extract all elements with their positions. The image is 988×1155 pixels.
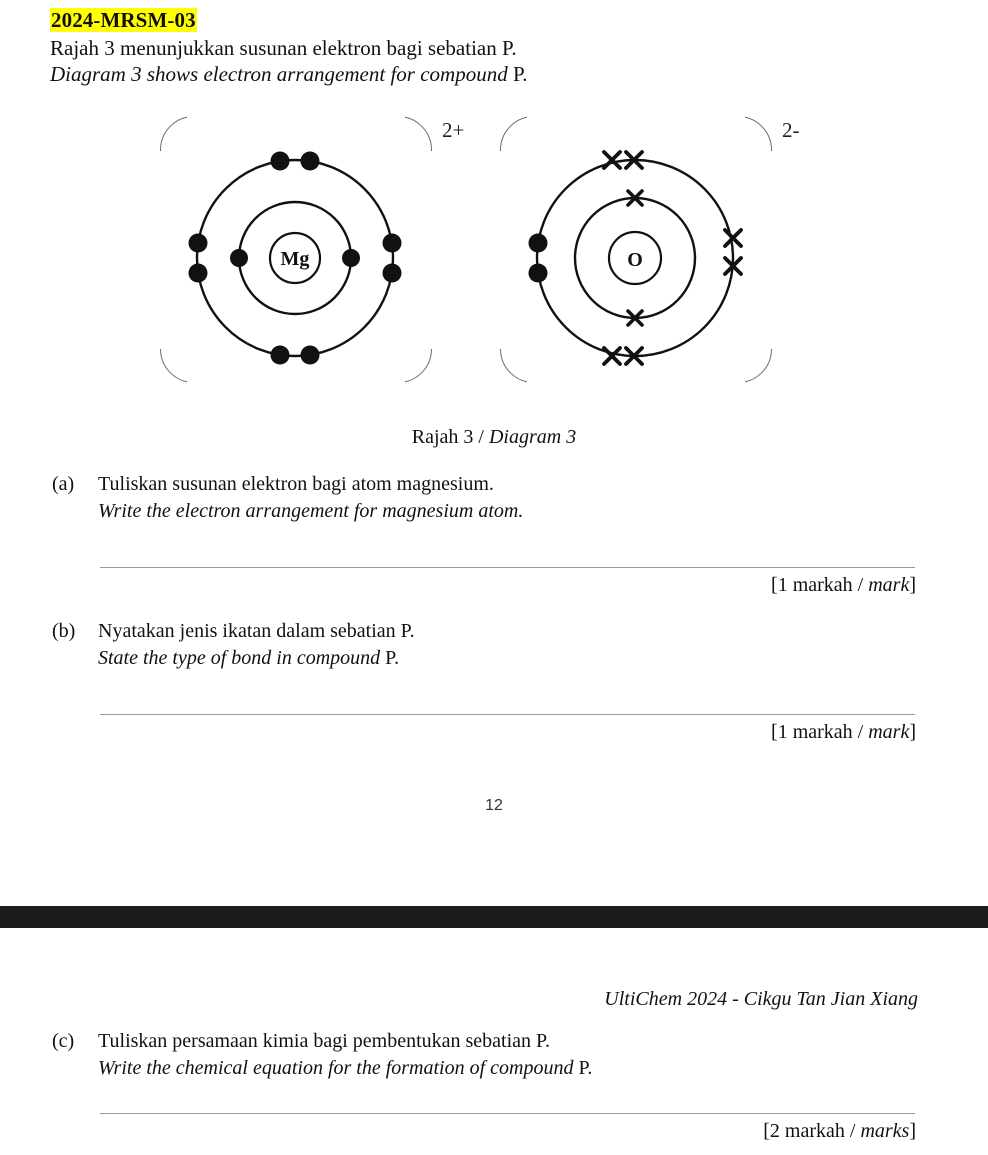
diagram-caption-malay: Rajah 3 / — [411, 426, 484, 448]
answer-line-a[interactable] — [100, 567, 915, 568]
shell-svg-magnesium — [160, 108, 430, 389]
answer-line-c[interactable] — [100, 1113, 915, 1114]
answer-line-b[interactable] — [100, 714, 915, 715]
marks-c — [763, 1120, 916, 1143]
marks-a-suffix: ] — [909, 574, 916, 596]
transferred-electron-2 — [529, 264, 548, 283]
question-b-malay: Nyatakan jenis ikatan dalam sebatian P. — [98, 620, 415, 642]
marks-a — [771, 574, 916, 597]
page-break-separator — [0, 906, 988, 928]
marks-b-italic: mark — [868, 721, 910, 743]
marks-a-prefix: [1 markah / — [771, 574, 864, 596]
marks-a-italic: mark — [868, 574, 910, 596]
nucleus-symbol-oxygen: O — [627, 249, 643, 271]
question-b-label: (b) — [52, 620, 76, 642]
ion-diagram-oxygen — [500, 108, 800, 388]
marks-b — [771, 721, 916, 744]
charge-label-oxygen: 2- — [782, 118, 800, 142]
question-b-english-compound: P. — [385, 647, 400, 669]
electron-arrangement-diagram — [0, 108, 988, 448]
marks-c-prefix: [2 markah / — [763, 1120, 856, 1142]
paper-code-text: 2024-MRSM-03 — [51, 8, 196, 32]
shell-svg-oxygen — [500, 108, 770, 389]
question-c-label: (c) — [52, 1030, 75, 1052]
marks-b-suffix: ] — [909, 721, 916, 743]
nucleus-symbol-magnesium: Mg — [280, 248, 310, 270]
question-c-english — [98, 1057, 592, 1080]
diagram-caption — [0, 426, 988, 449]
transferred-electron-1 — [529, 234, 548, 253]
intro-english-compound: P. — [512, 62, 528, 86]
footer-attribution: UltiChem 2024 - Cikgu Tan Jian Xiang — [604, 988, 918, 1010]
intro-malay-text: Rajah 3 menunjukkan susunan elektron bagi sebatian P. — [50, 36, 517, 60]
question-a-english: Write the electron arrangement for magnesium atom. — [98, 500, 524, 522]
intro-english — [50, 62, 528, 87]
question-a-label: (a) — [52, 473, 75, 495]
marks-b-prefix: [1 markah / — [771, 721, 864, 743]
question-c-english-compound: P. — [578, 1057, 593, 1079]
paper-code — [50, 8, 197, 33]
question-a-malay: Tuliskan susunan elektron bagi atom magnesium. — [98, 473, 494, 495]
marks-c-italic: marks — [860, 1120, 910, 1142]
ion-diagram-magnesium — [160, 108, 465, 388]
question-c-english-text: Write the chemical equation for the formation of compound — [98, 1057, 574, 1079]
page-number: 12 — [485, 797, 503, 814]
question-c-malay: Tuliskan persamaan kimia bagi pembentukan sebatian P. — [98, 1030, 550, 1052]
question-b-english — [98, 647, 399, 670]
diagram-caption-english: Diagram 3 — [488, 426, 577, 448]
marks-c-suffix: ] — [909, 1120, 916, 1142]
intro-english-text: Diagram 3 shows electron arrangement for compound — [50, 62, 508, 86]
intro-malay — [50, 36, 517, 61]
question-b-english-text: State the type of bond in compound — [98, 647, 381, 669]
charge-label-magnesium: 2+ — [442, 118, 465, 142]
